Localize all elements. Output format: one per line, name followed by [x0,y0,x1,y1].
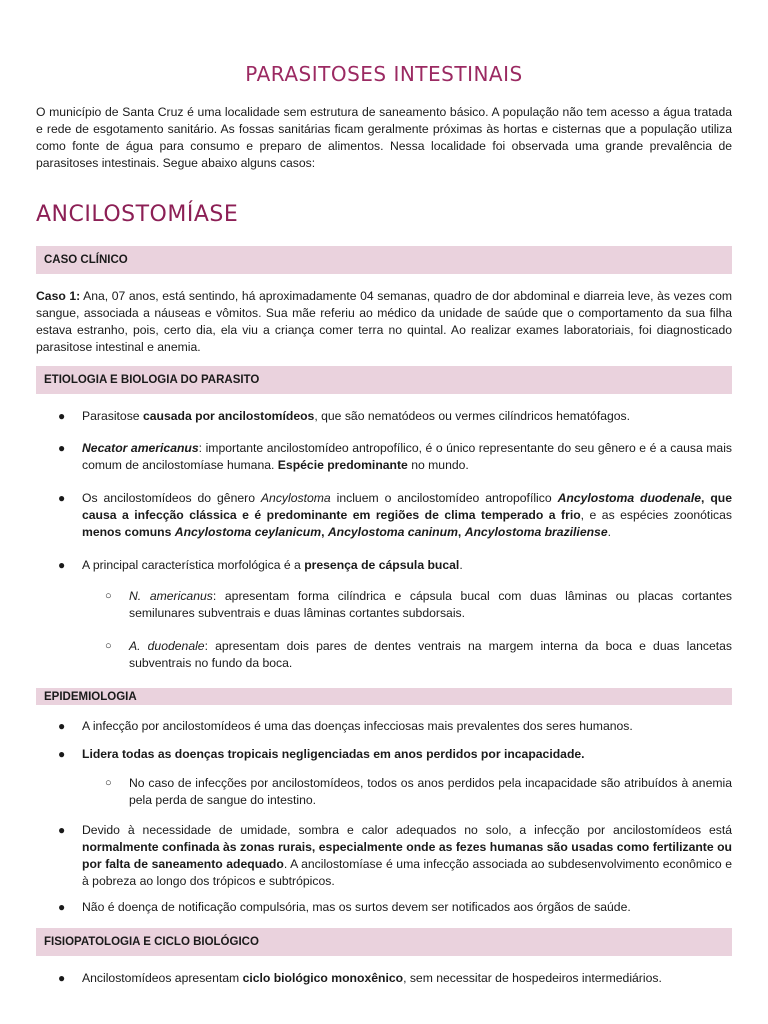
list-item: ● Não é doença de notificação compulsória, mas os surtos devem ser notificados aos órgãos de saúde. [58,900,631,914]
sub-bullet-icon: ○ [105,777,112,789]
list-item: ● Devido à necessidade de umidade, sombra e calor adequados no solo, a infecção por ancilostomídeos está normalmente confinada às zonas rurais, especialmente onde as fezes humanas são usadas como fertilizante ou por falta de saneamento adequado. A ancilostomíase é uma infecção associada ao subdesenvolvimento econômico e à pobreza ao longo dos trópicos e subtrópicos. [58,823,732,888]
bullet-icon: ● [58,441,66,455]
document-title: PARASITOSES INTESTINAIS [245,62,523,86]
bullet-icon: ● [58,409,66,423]
bullet-icon: ● [58,747,66,761]
intro-paragraph: O município de Santa Cruz é uma localidade sem estrutura de saneamento básico. A população não tem acesso a água tratada e rede de esgotamento sanitário. As fossas sanitárias ficam geralmente próximas às hortas e cisternas que a população utiliza como fonte de água para consumo e preparo de alimentos. Nessa localidade foi observada uma grande prevalência de parasitoses intestinais. Segue abaixo alguns casos: [36,105,732,170]
list-item: ● Parasitose causada por ancilostomídeos, que são nematódeos ou vermes cilíndricos hematófagos. [58,409,631,423]
list-item: ● Lidera todas as doenças tropicais negligenciadas em anos perdidos por incapacidade. [58,747,585,761]
list-item: ● Os ancilostomídeos do gênero Ancylostoma incluem o ancilostomídeo antropofílico Ancylostoma duodenale, que causa a infecção clássica e é predominante em regiões de clima temperado a frio, e as espécies zoonóticas menos comuns Ancylostoma ceylanicum, Ancylostoma caninum, Ancylostoma braziliense. [58,491,732,539]
epidemiologia-header: EPIDEMIOLOGIA [36,688,732,705]
bullet-icon: ● [58,900,66,914]
etiologia-header: ETIOLOGIA E BIOLOGIA DO PARASITO [36,366,732,394]
list-item: ● Ancilostomídeos apresentam ciclo biológico monoxênico, sem necessitar de hospedeiros intermediários. [58,971,662,985]
bullet-icon: ● [58,971,66,985]
sub-list-item: ○ N. americanus: apresentam forma cilíndrica e cápsula bucal com duas lâminas ou placas cortantes semilunares subventrais e duas lâminas cortantes subdorsais. [105,589,732,620]
bullet-icon: ● [58,558,66,572]
fisiopatologia-header: FISIOPATOLOGIA E CICLO BIOLÓGICO [36,928,732,956]
bullet-icon: ● [58,491,66,505]
sub-bullet-icon: ○ [105,590,112,602]
list-item: ● A principal característica morfológica é a presença de cápsula bucal. [58,558,463,572]
section-title: ANCILOSTOMÍASE [36,202,239,227]
sub-list-item: ○ No caso de infecções por ancilostomídeos, todos os anos perdidos pela incapacidade são atribuídos à anemia pela perda de sangue do intestino. [105,776,732,807]
list-item: ● Necator americanus: importante ancilostomídeo antropofílico, é o único representante do seu gênero e é a causa mais comum de ancilostomíase humana. Espécie predominante no mundo. [58,441,733,472]
caso-paragraph [36,288,732,356]
sub-list-item: ○ A. duodenale: apresentam dois pares de dentes ventrais na margem interna da boca e duas lancetas subventrais no fundo da boca. [105,639,732,670]
bullet-icon: ● [58,719,66,733]
caso-label: Caso 1: [36,289,81,303]
caso-clinico-header: CASO CLÍNICO [36,246,732,274]
list-item: ● A infecção por ancilostomídeos é uma das doenças infecciosas mais prevalentes dos seres humanos. [58,719,633,733]
bullet-icon: ● [58,823,66,837]
sub-bullet-icon: ○ [105,640,112,652]
caso-text: Ana, 07 anos, está sentindo, há aproximadamente 04 semanas, quadro de dor abdominal e diarreia leve, às vezes com sangue, associada a náuseas e vômitos. Sua mãe referiu ao médico da unidade de saúde que o comportamento da sua filha estava estranho, pois, certo dia, ela viu a criança comer terra no quintal. Ao realizar exames laboratoriais, foi diagnosticado parasitose intestinal e anemia. [36,289,732,354]
